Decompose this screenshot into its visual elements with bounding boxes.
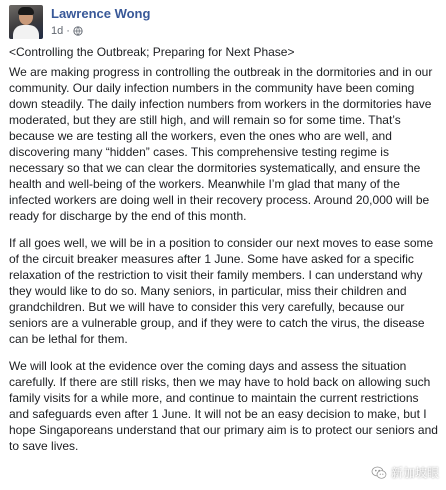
post-paragraph-3: We will look at the evidence over the coming days and assess the situation carefully. If there are still risks, then we may have to hold back on allowing such family visits for a while more, and continue to maintain the current restrictions and safeguards even after 1 June. It will not be an easy decision to make, but I hope Singaporeans understand that our primary aim is to protect our seniors and to save lives. <box>9 359 438 453</box>
watermark-text: 新加坡眼 <box>390 466 439 480</box>
post-header <box>9 5 150 39</box>
post-meta <box>51 24 150 38</box>
post-paragraph-1: We are making progress in controlling the outbreak in the dormitories and in our community. Our daily infection numbers in the community have been coming down steadily. The daily infection numbers from workers in the dormitories have moderated, but they are still high, and will remain so for some time. That’s because we are testing all the workers, even the ones who are well, and discovering many “hidden” cases. This comprehensive testing regime is necessary so that we can clear the dormitories systematically, and ensure the health and well-being of the workers. Meanwhile I’m glad that many of the infected workers are doing well in their recovery process. Around 20,000 will be ready for discharge by the end of this month. <box>9 65 433 223</box>
post-title: <Controlling the Outbreak; Preparing for Next Phase> <box>9 45 295 59</box>
wechat-logo-icon <box>371 465 387 481</box>
watermark <box>371 464 439 481</box>
post-timestamp[interactable]: 1d <box>51 25 64 37</box>
author-name-link[interactable]: Lawrence Wong <box>51 6 151 21</box>
header-text <box>51 6 150 38</box>
author-avatar[interactable] <box>9 5 43 39</box>
avatar-hair <box>18 7 34 15</box>
avatar-shirt <box>13 25 39 39</box>
post-paragraph-2: If all goes well, we will be in a position to consider our next moves to ease some of the circuit breaker measures after 1 June. Some have asked for a specific relaxation of the restriction to visit their family members. I can understand why they would like to do so. Many seniors, in particular, miss their children and grandchildren. But we will have to consider this very carefully, because our seniors are a vulnerable group, and if they were to catch the virus, the disease can be lethal for them. <box>9 236 434 346</box>
privacy-globe-icon[interactable] <box>73 24 83 38</box>
meta-separator: · <box>66 25 70 37</box>
post-body <box>9 44 441 465</box>
